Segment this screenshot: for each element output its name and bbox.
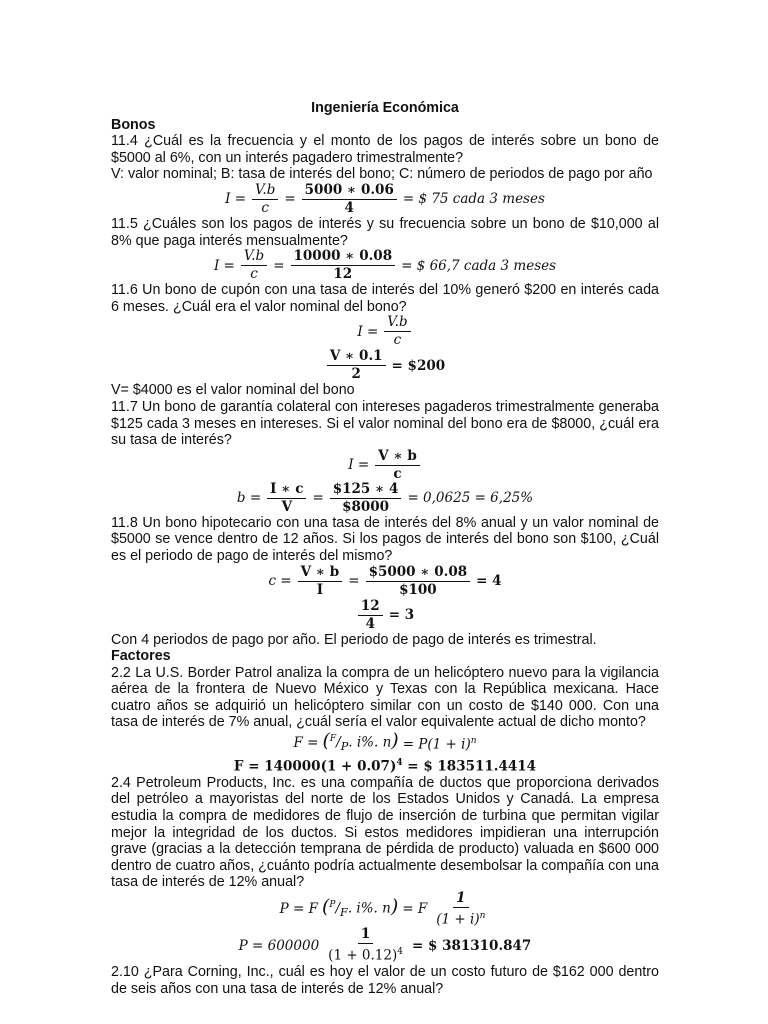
variable-legend: V: valor nominal; B: tasa de interés del bono; C: número de periodos de pago por año [111,166,653,183]
fraction: $\frac{\$125 ∗ 4}{\$8000}$ [330,482,402,515]
fraction: $\frac{1}{(1 + 0.12)^4}$ [328,926,403,964]
equation-2-2-a: F = ($^F/_P$. i%. n) = $P(1 + i)^n$ [293,729,477,754]
problem-11-7-question: 11.7 Un bono de garantía colateral con intereses pagaderos trimestralmente generaba $125 cada 3 meses en intereses. Si el valor nominal del bono era de $8000, ¿cuál era su tasa de interés? [111,398,659,449]
fraction: $\frac{V ∗ b}{I}$ [298,565,343,598]
fraction: $\frac{V.b}{c}$ [252,183,278,216]
document-page [111,100,659,997]
fraction: $\frac{1}{(1 + i)^n}$ [436,889,486,928]
document-title: Ingeniería Económica [311,100,459,116]
problem-2-4-question: 2.4 Petroleum Products, Inc. es una compañía de ductos que proporciona derivados del petróleo a mayoristas del norte de los Estados Unidos y Canadá. La empresa estudia la compra de medidores de flujo de inserción de turbina que permitan vigilar mejor la integridad de los ductos. Si estos medidores impidieran una interrupción grave (gracias a la detección temprana de pérdida de producto) valuada en $600 000 dentro de cuatro años, ¿cuánto podría actualmente desembolsar la compañía con una tasa de interés de 12% anual? [111,774,659,891]
eq-result: = $200 [391,357,446,374]
problem-2-2-question: 2.2 La U.S. Border Patrol analiza la compra de un helicóptero nuevo para la vigilancia aérea de la frontera de Nuevo México y Texas con la República mexicana. Hace cuatro años se adquirió un helicóptero similar con un costo de $140 000. Con una tasa de interés de 7% anual, ¿cuál sería el valor equivalente actual de dicho monto? [111,664,659,731]
equation-11-6-a: I = $\frac{V.b}{c}$ [111,315,659,348]
problem-2-10-question: 2.10 ¿Para Corning, Inc., cuál es hoy el valor de un costo futuro de $162 000 dentro de seis años con una tasa de interés de 12% anual? [111,963,659,997]
equation-11-8-b [111,598,659,632]
eq-result: = 4 [476,573,502,589]
equation-11-7-b: b = $\frac{I ∗ c}{V}$ = $\frac{\$125 ∗ 4}{\$8000}$ = 0,0625 = 6,25% [236,480,534,515]
eq-result: = 0,0625 = 6,25% [407,490,534,507]
fraction: $\frac{V ∗ 0.1}{2}$ [327,349,386,382]
fraction: $\frac{12}{4}$ [358,599,383,632]
fraction: $\frac{10000 ∗ 0.08}{12}$ [291,249,396,282]
fraction: $\frac{V.b}{c}$ [384,315,410,348]
equation-11-8-a: c = $\frac{V ∗ b}{I}$ = $\frac{\$5000 ∗ 0.08}{\$100}$ = 4 [268,563,502,598]
eq-result: = $ 381310.847 [411,937,532,954]
problem-11-6-answer: V= $4000 es el valor nominal del bono [111,382,355,399]
eq-result: = $ 66,7 cada 3 meses [401,257,557,274]
equation-11-5: I = $\frac{V.b}{c}$ = $\frac{10000 ∗ 0.08}{12}$ = $ 66,7 cada 3 meses [213,248,557,283]
equation-2-4-a: P = F ($^P/_F$. i%. n) = F $\frac{1}{(1 + i)^n}$ [111,891,659,928]
section-heading-factores: Factores [111,648,171,665]
problem-11-8-question: 11.8 Un bono hipotecario con una tasa de interés del 8% anual y un valor nominal de $5000 se vence dentro de 12 años. Si los pagos de interés del bono son $100, ¿Cuál es el periodo de pago de interés del mismo? [111,514,659,564]
fraction: $\frac{V ∗ b}{c}$ [375,449,420,482]
fraction: $\frac{\$5000 ∗ 0.08}{\$100}$ [366,565,471,598]
equation-2-4-b: P = 600000 $\frac{1}{(1 + 0.12)^4}$ = $ 381310.847 [238,926,532,964]
equation-11-4: I = $\frac{V.b}{c}$ = $\frac{5000 ∗ 0.06}{4}$ = $ 75 cada 3 meses [225,181,545,216]
equation-11-6-b [111,348,659,382]
problem-11-5-question: 11.5 ¿Cuáles son los pagos de interés y su frecuencia sobre un bono de $10,000 al 8% que paga interés mensualmente? [111,215,659,249]
problem-11-6-question: 11.6 Un bono de cupón con una tasa de interés del 10% generó $200 en interés cada 6 meses. ¿Cuál era el valor nominal del bono? [111,282,659,315]
problem-11-4-question: 11.4 ¿Cuál es la frecuencia y el monto de los pagos de interés sobre un bono de $5000 al 6%, con un interés pagadero trimestralmente? [111,133,659,166]
equation-2-2-b: $F = 140000(1 + 0.07)^4$ = $ 183511.4414 [233,758,537,775]
fraction: $\frac{I ∗ c}{V}$ [267,482,306,515]
fraction: $\frac{5000 ∗ 0.06}{4}$ [302,183,397,216]
eq-result: = 3 [388,607,415,623]
eq-lhs: I = [225,191,247,208]
section-heading-bonos: Bonos [111,116,156,133]
eq-result: = $ 75 cada 3 meses [402,191,545,208]
problem-11-8-answer: Con 4 periodos de pago por año. El periodo de pago de interés es trimestral. [111,631,597,648]
fraction: $\frac{V.b}{c}$ [241,249,267,282]
equation-11-7-a: I = $\frac{V ∗ b}{c}$ [111,449,659,482]
